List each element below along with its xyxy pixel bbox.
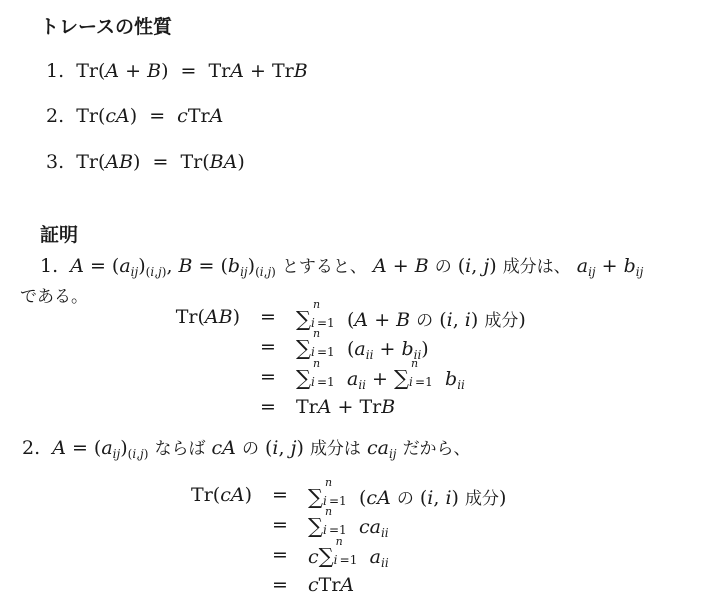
proof-1-number: 1.	[40, 255, 59, 277]
property-2-number: 2.	[46, 105, 65, 127]
proof-2-line-1: Tr(cA) = ∑ n i =1 (cA の (i, i) 成分)	[191, 476, 507, 509]
proof-2-intro: 2. $A = (a_{ij})_{(i,j)}$ ならば cA の (i, j) 成分は $ca_{ij}$ だから、	[22, 437, 471, 461]
proof-1-line-1: Tr(AB) = ∑ n i =1 (A + B の (i, i) 成分)	[175, 298, 526, 331]
property-3-number: 3.	[46, 151, 65, 173]
proof-2-number: 2.	[22, 437, 41, 459]
proof-1-intro: 1. $A = (a_{ij})_{(i,j)}$, $B = (b_{ij})_{(i,j)}$ とすると、 A + B の (i, j) 成分は、 $a_{ij} + b_{ij}$	[40, 255, 644, 279]
page-title: トレースの性質	[40, 16, 173, 38]
proof-2-line-2: = ∑ n i =1 $ca_{ii}$	[272, 505, 389, 540]
property-1: 1. Tr(A + B) = TrA + TrB	[46, 60, 308, 82]
proof-1-line-4: = TrA + TrB	[260, 396, 396, 418]
proof-1-line-2: = ∑ n i =1 $(a_{ii} + b_{ii})$	[260, 327, 429, 362]
proof-heading: 証明	[40, 224, 79, 246]
proof-1-continuation: である。	[20, 287, 88, 307]
proof-2-line-4: = cTrA	[272, 574, 355, 596]
property-3: 3. Tr(AB) = Tr(BA)	[46, 151, 245, 173]
property-2: 2. Tr(cA) = cTrA	[46, 105, 224, 127]
proof-1-line-3: = ∑ n i =1 $a_{ii}$ + ∑ n i =1 $b_{ii}$	[260, 357, 465, 392]
property-1-number: 1.	[46, 60, 65, 82]
proof-2-line-3: = c∑ n i =1 $a_{ii}$	[272, 535, 389, 570]
